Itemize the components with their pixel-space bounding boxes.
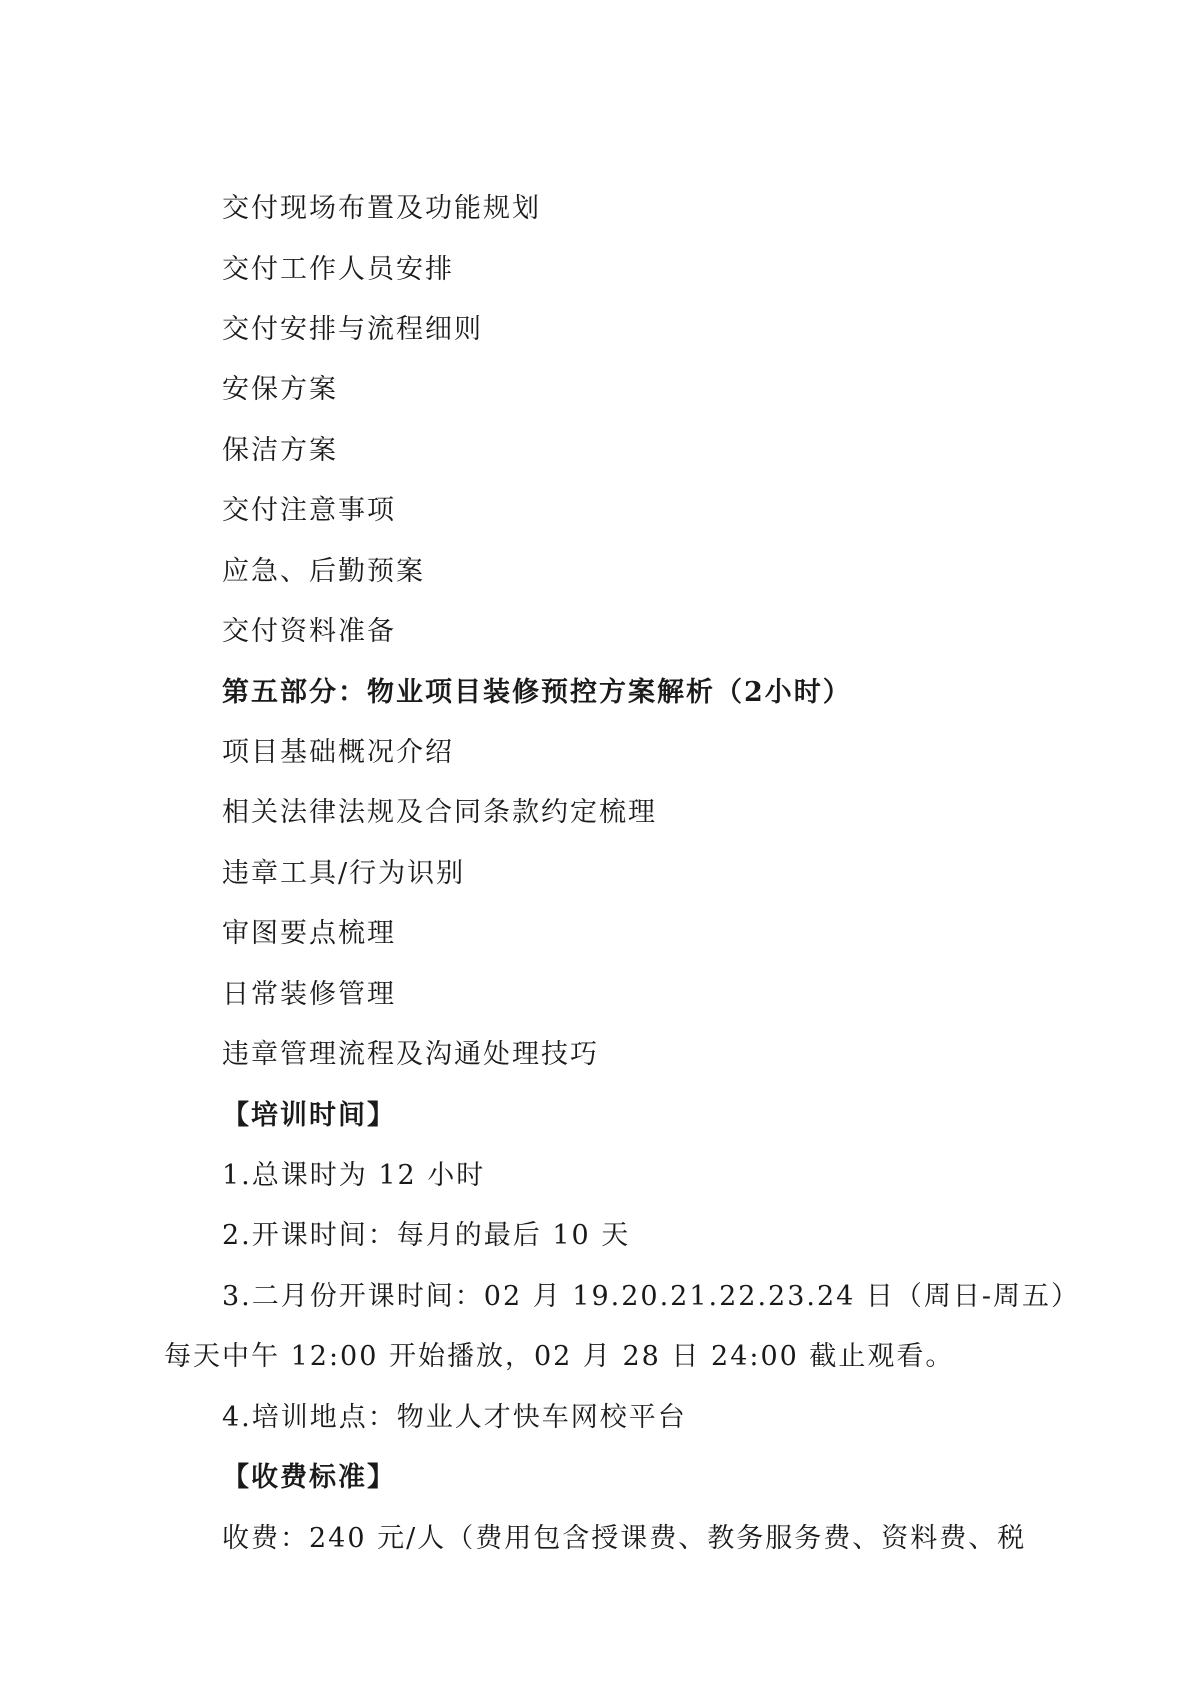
section-heading: 【收费标准】 bbox=[222, 1462, 396, 1493]
list-item: 交付现场布置及功能规划 bbox=[222, 193, 541, 224]
list-item: 4.培训地点：物业人才快车网校平台 bbox=[222, 1402, 687, 1433]
list-item: 违章管理流程及沟通处理技巧 bbox=[222, 1039, 599, 1070]
list-item: 2.开课时间：每月的最后 10 天 bbox=[222, 1220, 631, 1251]
list-item: 交付资料准备 bbox=[222, 616, 396, 647]
list-item: 每天中午 12:00 开始播放，02 月 28 日 24:00 截止观看。 bbox=[164, 1341, 955, 1372]
list-item: 交付安排与流程细则 bbox=[222, 314, 483, 345]
list-item: 交付注意事项 bbox=[222, 495, 396, 526]
list-item: 交付工作人员安排 bbox=[222, 254, 454, 285]
list-item: 安保方案 bbox=[222, 374, 338, 405]
paragraph: 收费：240 元/人（费用包含授课费、教务服务费、资料费、税 bbox=[222, 1523, 1027, 1554]
list-item: 应急、后勤预案 bbox=[222, 556, 425, 587]
section-heading: 【培训时间】 bbox=[222, 1100, 396, 1131]
list-item: 审图要点梳理 bbox=[222, 918, 396, 949]
list-item: 1.总课时为 12 小时 bbox=[222, 1160, 486, 1191]
list-item: 项目基础概况介绍 bbox=[222, 737, 454, 768]
list-item: 相关法律法规及合同条款约定梳理 bbox=[222, 797, 657, 828]
section-heading: 第五部分：物业项目装修预控方案解析（2小时） bbox=[222, 677, 852, 708]
list-item: 日常装修管理 bbox=[222, 979, 396, 1010]
list-item: 保洁方案 bbox=[222, 435, 338, 466]
list-item: 违章工具/行为识别 bbox=[222, 858, 466, 889]
list-item: 3.二月份开课时间：02 月 19.20.21.22.23.24 日（周日-周五） bbox=[222, 1281, 1081, 1312]
